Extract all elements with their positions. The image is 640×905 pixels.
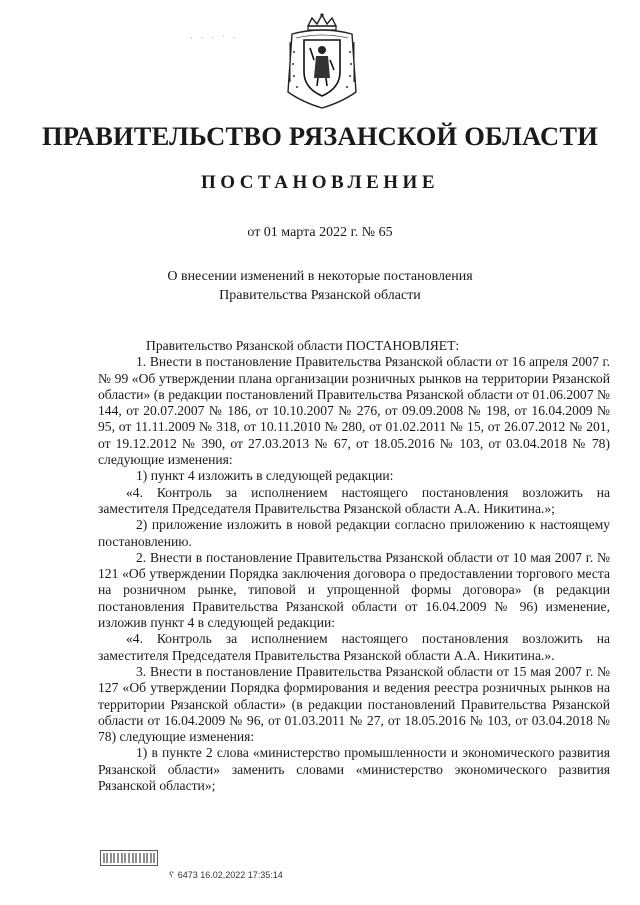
pen-mark-icon: ␦	[168, 870, 178, 880]
body-paragraph: 1. Внести в постановление Правительства Рязанской области от 16 апреля 2007 г. № 99 «Об утверждении плана организации розничных рынков на территории Рязанской области» (в редакции постановлений Правительства Рязанской области от 01.06.2007 № 144, от 20.07.2007 № 186, от 10.10.2007 № 276, от 09.09.2008 № 198, от 16.04.2009 № 95, от 11.11.2009 № 318, от 10.11.2010 № 280, от 01.02.2011 № 15, от 26.07.2012 № 201, от 19.12.2012 № 390, от 27.03.2013 № 67, от 18.05.2016 № 103, от 03.04.2018 № 78) следующие изменения:	[98, 354, 610, 468]
subject-line-2: Правительства Рязанской области	[219, 288, 421, 303]
body-paragraph: 1) в пункте 2 слова «министерство промышленности и экономического развития Рязанской области» заменить словами «министерство экономического развития Рязанской области»;	[98, 745, 610, 794]
subject-line-1: О внесении изменений в некоторые постановления	[167, 269, 473, 284]
org-title: ПРАВИТЕЛЬСТВО РЯЗАНСКОЙ ОБЛАСТИ	[41, 121, 599, 151]
office-stamp-icon	[100, 850, 158, 866]
coat-of-arms-icon	[282, 12, 362, 112]
document-body	[98, 338, 610, 794]
body-paragraph: «4. Контроль за исполнением настоящего постановления возложить на заместителя Председателя Правительства Рязанской области А.А. Никитина.».	[98, 631, 610, 663]
body-paragraph: 2. Внести в постановление Правительства Рязанской области от 10 мая 2007 г. № 121 «Об утверждении Порядка заключения договора о предоставлении торгового места на розничном рынке, типовой и упрощенной формы договора» (в редакции постановления Правительства Рязанской области от 16.04.2009 № 96) изменение, изложив пункт 4 в следующей редакции:	[98, 549, 610, 631]
document-date-number: от 01 марта 2022 г. № 65	[247, 225, 393, 240]
body-paragraph: 3. Внести в постановление Правительства Рязанской области от 15 мая 2007 г. № 127 «Об утверждении Порядка формирования и ведения реестра розничных рынков на территории Рязанской области» (в редакции постановлений Правительства Рязанской области от 16.04.2009 № 96, от 01.03.2011 № 27, от 18.05.2016 № 103, от 03.04.2018 № 78) следующие изменения:	[98, 663, 610, 745]
scan-specks: · · · ˙ ·	[190, 34, 239, 43]
body-paragraph: Правительство Рязанской области ПОСТАНОВЛЯЕТ:	[146, 338, 460, 353]
document-subject	[0, 267, 640, 305]
registration-code: ␦ 6473 16.02.2022 17:35:14	[168, 870, 283, 880]
body-paragraph: 2) приложение изложить в новой редакции согласно приложению к настоящему постановлению.	[98, 517, 610, 549]
body-paragraph: 1) пункт 4 изложить в следующей редакции:	[136, 468, 394, 484]
body-paragraph: «4. Контроль за исполнением настоящего постановления возложить на заместителя Председателя Правительства Рязанской области А.А. Никитина.»;	[98, 484, 610, 516]
document-type: ПОСТАНОВЛЕНИЕ	[200, 172, 440, 193]
